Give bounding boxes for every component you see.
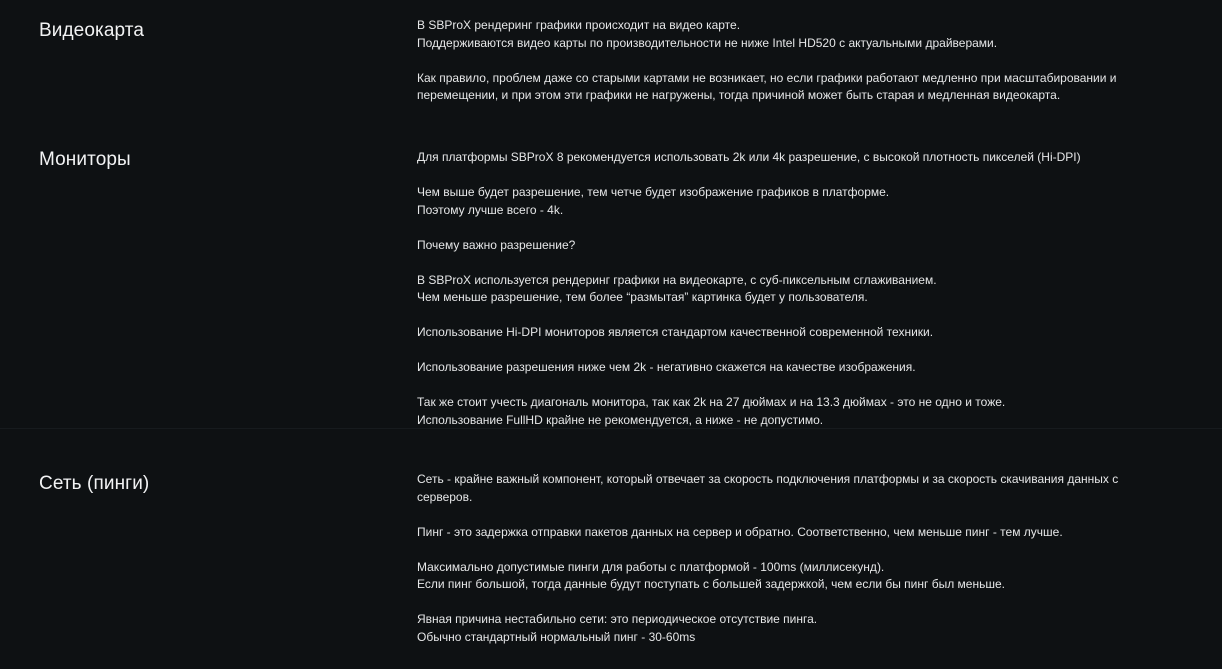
paragraph	[417, 149, 1157, 167]
text-line: Максимально допустимые пинги для работы с платформой - 100ms (миллисекунд).	[417, 559, 885, 574]
section-divider	[0, 428, 1222, 429]
paragraph	[417, 70, 1157, 105]
section-body-network	[417, 471, 1157, 664]
paragraph	[417, 524, 1157, 542]
text-line: В SBProX используется рендеринг графики на видеокарте, с суб-пиксельным сглаживанием.	[417, 272, 937, 287]
paragraph	[417, 17, 1157, 52]
text-line: Если пинг большой, тогда данные будут поступать с большей задержкой, чем если бы пинг был меньше.	[417, 577, 1005, 591]
paragraph	[417, 394, 1157, 429]
paragraph	[417, 237, 1157, 255]
section-title-network: Сеть (пинги)	[39, 473, 150, 494]
text-line: Чем выше будет разрешение, тем четче будет изображение графиков в платформе.	[417, 185, 890, 199]
paragraph	[417, 359, 1157, 377]
text-line: Поэтому лучше всего - 4k.	[417, 202, 564, 217]
text-line: Использование Hi-DPI мониторов является стандартом качественной современной техники.	[417, 325, 934, 339]
text-line: серверов.	[417, 489, 473, 504]
text-line: Для платформы SBProX 8 рекомендуется использовать 2k или 4k разрешение, с высокой плотность пикселей (Hi-DPI)	[417, 150, 1081, 164]
text-line: В SBProX рендеринг графики происходит на видео карте.	[417, 18, 741, 32]
text-line: Явная причина нестабильно сети: это периодическое отсутствие пинга.	[417, 612, 818, 626]
text-line: Обычно стандартный нормальный пинг - 30-60ms	[417, 629, 696, 644]
text-line: Использование FullHD крайне не рекомендуется, а ниже - не допустимо.	[417, 412, 824, 427]
text-line: Использование разрешения ниже чем 2k - негативно скажется на качестве изображения.	[417, 360, 916, 374]
paragraph	[417, 272, 1157, 307]
text-line: Почему важно разрешение?	[417, 237, 576, 252]
section-title-monitors: Мониторы	[39, 149, 131, 170]
text-line: Как правило, проблем даже со старыми картами не возникает, но если графики работают медленно при масштабировании и	[417, 70, 1117, 85]
section-title-gpu: Видеокарта	[39, 20, 145, 41]
paragraph	[417, 471, 1157, 506]
text-line: Так же стоит учесть диагональ монитора, так как 2k на 27 дюймах и на 13.3 дюймах - это не одно и тоже.	[417, 395, 1006, 409]
text-line: Сеть - крайне важный компонент, который отвечает за скорость подключения платформы и за скорость скачивания данных с	[417, 472, 1119, 486]
paragraph	[417, 324, 1157, 342]
paragraph	[417, 611, 1157, 646]
paragraph	[417, 559, 1157, 594]
section-body-gpu	[417, 17, 1157, 122]
text-line: Чем меньше разрешение, тем более “размытая” картинка будет у пользователя.	[417, 290, 868, 304]
section-body-monitors	[417, 149, 1157, 447]
text-line: перемещении, и при этом эти графики не нагружены, тогда причиной может быть старая и медленная видеокарта.	[417, 88, 1061, 102]
paragraph	[417, 184, 1157, 219]
text-line: Пинг - это задержка отправки пакетов данных на сервер и обратно. Соответственно, чем меньше пинг - тем лучше.	[417, 524, 1063, 539]
text-line: Поддерживаются видео карты по производительности не ниже Intel HD520 с актуальными драйверами.	[417, 35, 998, 50]
